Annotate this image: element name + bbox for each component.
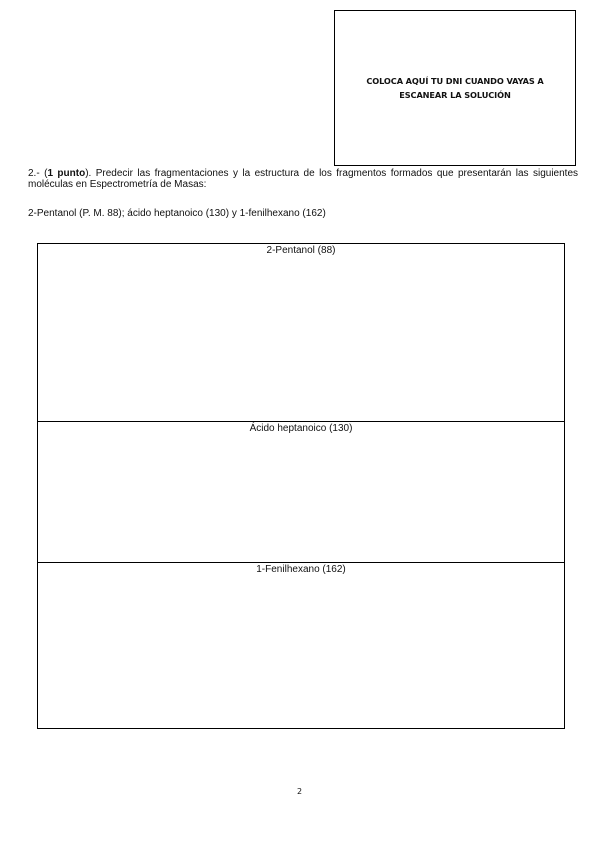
section-title: Ácido heptanoico (130) (249, 423, 353, 434)
question-text (28, 168, 578, 190)
answer-table (37, 243, 565, 729)
question-points: 1 punto (47, 168, 86, 179)
question-body: ). Predecir las fragmentaciones y la estructura de los fragmentos formados que presentarán las siguientes moléculas en Espectrometría de Masas: (28, 168, 579, 190)
section-title: 1-Fenilhexano (162) (256, 564, 346, 575)
dni-placeholder-box (334, 10, 576, 166)
molecules-line: 2-Pentanol (P. M. 88); ácido heptanoico (130) y 1-fenilhexano (162) (28, 208, 326, 219)
section-title: 2-Pentanol (88) (266, 245, 336, 256)
answer-section-heptanoic-acid[interactable] (38, 422, 564, 563)
question-number: 2.- ( (28, 168, 48, 179)
dni-instruction: COLOCA AQUÍ TU DNI CUANDO VAYAS A ESCANEAR LA SOLUCIÓN (366, 76, 544, 100)
answer-section-pentanol[interactable] (38, 244, 564, 422)
answer-section-phenylhexane[interactable] (38, 563, 564, 728)
page-number: 2 (296, 787, 303, 796)
